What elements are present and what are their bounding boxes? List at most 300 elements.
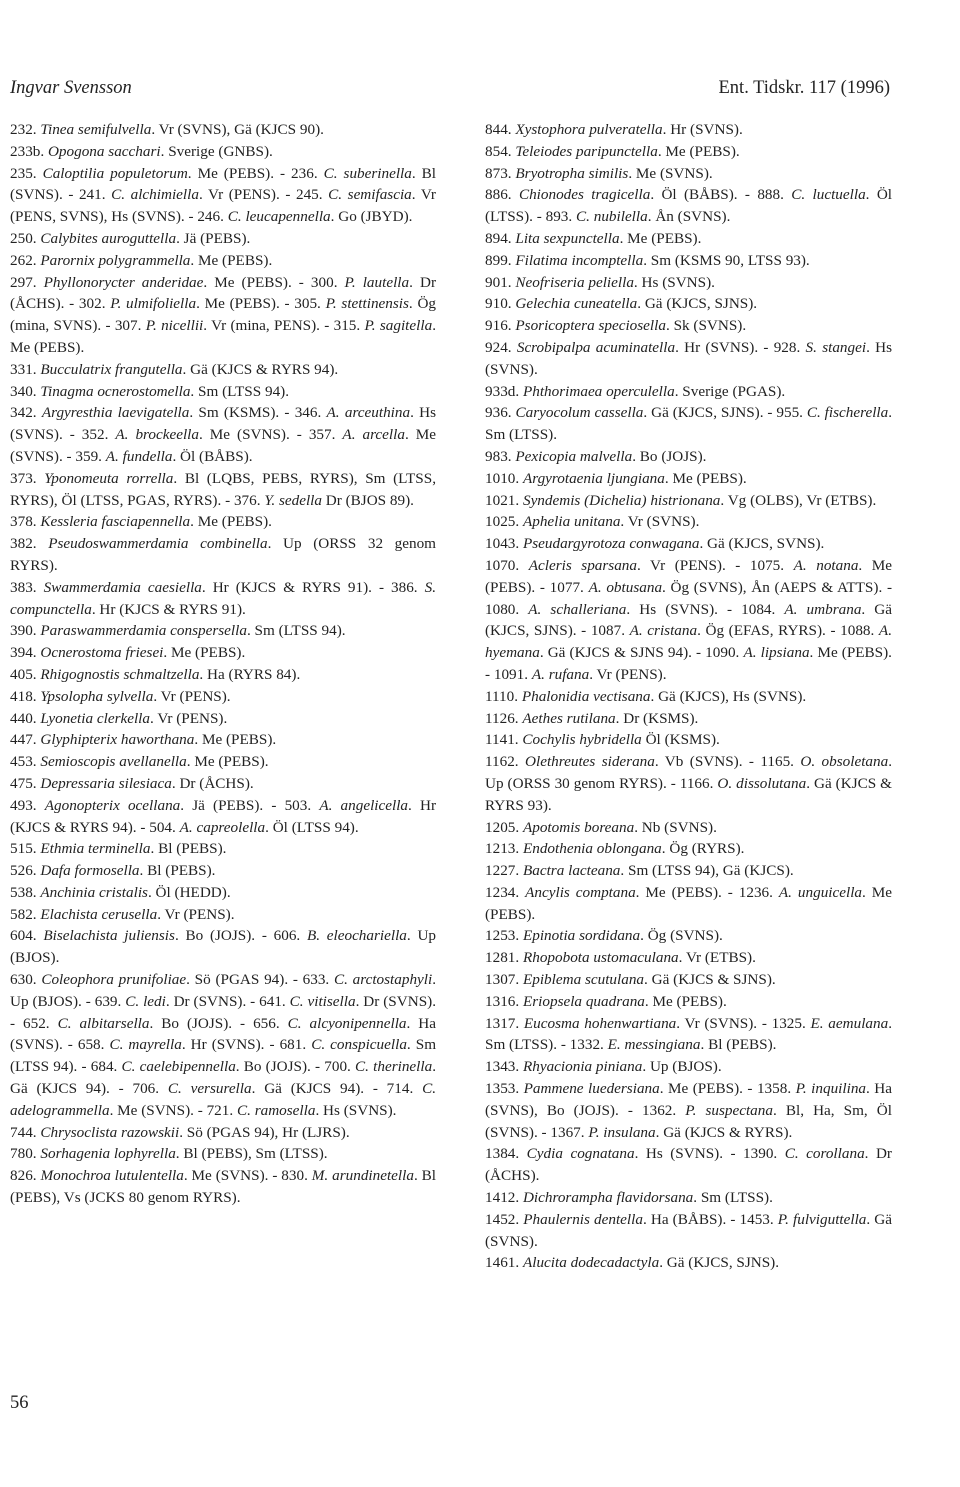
species-name: Ethmia terminella <box>40 840 151 858</box>
running-header-journal: Ent. Tidskr. 117 (1996) <box>718 78 890 98</box>
species-name: Phalonidia vectisana <box>521 687 651 705</box>
species-name: Tinagma ocnerostomella <box>40 382 191 400</box>
species-name: C. ramosella <box>236 1101 316 1119</box>
species-name: Psoricoptera speciosella <box>515 317 666 335</box>
species-name: Caloptilia populetorum <box>42 164 188 182</box>
entry-text: 933d. <box>485 382 523 400</box>
entry-text: 538. <box>10 883 41 901</box>
species-name: P. insulana <box>588 1123 656 1141</box>
species-name: Neofriseria peliella <box>515 273 634 291</box>
species-name: Endothenia oblongana <box>522 840 662 858</box>
species-entry <box>10 119 436 141</box>
entry-text: . Vr (PENS). <box>157 905 235 923</box>
species-name: Dichrorampha flavidorsana <box>522 1189 694 1207</box>
entry-text: . Ha (SVNS), Bo (JOJS). - 1362. <box>485 1080 893 1119</box>
species-entry <box>10 664 436 686</box>
species-name: Chrysoclista razowskii <box>40 1123 180 1141</box>
running-header-author: Ingvar Svensson <box>10 78 132 98</box>
species-name: Argyresthia laevigatella <box>41 404 190 422</box>
species-entry <box>10 773 436 795</box>
entry-text: 899. <box>485 251 516 269</box>
species-entry <box>485 337 892 381</box>
species-entry <box>485 708 892 730</box>
species-entry <box>10 925 436 969</box>
entry-text: 297. <box>10 273 44 291</box>
entry-text: . Me (SVNS). - 357. <box>199 426 343 444</box>
entry-text: 262. <box>10 251 41 269</box>
entry-text: 901. <box>485 273 516 291</box>
entry-text: . Gä (KJCS, SJNS). <box>637 295 758 313</box>
entry-text: . Up (BJOS). <box>10 927 437 967</box>
entry-text: . Hs (SVNS). - 1084. <box>626 600 785 618</box>
species-name: Bucculatrix frangutella <box>40 360 183 378</box>
entry-text: . Sm (KSMS). - 346. <box>189 404 327 422</box>
species-entry <box>485 991 892 1013</box>
species-name: C. fischerella <box>806 404 889 422</box>
species-entry <box>10 402 436 467</box>
species-name: Rhigognostis schmaltzella <box>40 665 200 683</box>
species-name: Syndemis (Dichelia) histrionana <box>522 491 721 509</box>
species-entry <box>485 511 892 533</box>
entry-text: . Bl (PEBS). <box>139 862 216 880</box>
species-entry <box>10 860 436 882</box>
species-name: Ypsolopha sylvella <box>40 687 154 705</box>
species-entry <box>10 163 436 228</box>
entry-text: 894. <box>485 229 516 247</box>
entry-text: . Me (PEBS). <box>186 753 269 771</box>
entry-text: 331. <box>10 360 41 378</box>
entry-text: . Bo (JOJS). - 606. <box>174 927 307 945</box>
entry-text: . Ög (EFAS, RYRS). - 1088. <box>697 622 879 640</box>
species-entry <box>485 1056 892 1078</box>
entry-text: 826. <box>10 1167 41 1185</box>
species-entry <box>10 141 436 163</box>
entry-text: . Hs (SVNS). <box>485 338 893 378</box>
entry-text: . Vr (SVNS), Gä (KJCS 90). <box>151 121 324 138</box>
entry-text: . Me (PEBS). - 1358. <box>659 1080 796 1098</box>
species-name: C. luctuella <box>791 186 866 204</box>
entry-text: 382. <box>10 535 49 553</box>
species-name: C. arctostaphyli <box>333 971 433 989</box>
entry-text: . Vb (SVNS). - 1165. <box>654 753 801 771</box>
entry-text: 886. <box>485 186 519 204</box>
entry-text: 1384. <box>485 1145 527 1163</box>
entry-text: . Vr (PENS). <box>153 687 231 705</box>
entry-text: . Gä (KJCS, SJNS). - 955. <box>643 404 807 422</box>
entry-text: 1010. <box>485 469 523 487</box>
species-name: A. fundella <box>105 447 173 465</box>
entry-text: 453. <box>10 753 41 771</box>
species-entry <box>485 686 892 708</box>
entry-text: 873. <box>485 164 516 182</box>
species-name: C. vitisella <box>289 992 356 1010</box>
entry-text: . Hr (SVNS). - 681. <box>181 1036 312 1054</box>
species-entry <box>485 751 892 816</box>
entry-text: 744. <box>10 1123 41 1141</box>
left-column <box>10 119 436 1209</box>
species-name: P. stettinensis <box>325 295 409 313</box>
entry-text: . Gä (KJCS & SJNS). <box>644 971 776 989</box>
species-name: P. fulviguttella <box>777 1210 867 1228</box>
entry-text: . Me (PEBS). - 1236. <box>635 883 779 901</box>
species-name: Aethes rutilana <box>522 709 616 727</box>
entry-text: . Me (PEBS). <box>190 513 272 531</box>
entry-text: 383. <box>10 578 44 596</box>
entry-text: 1213. <box>485 840 523 858</box>
species-name: Biselachista juliensis <box>43 927 175 945</box>
species-name: Sorhagenia lophyrella <box>40 1145 176 1163</box>
species-entry <box>485 947 892 969</box>
species-entry <box>10 468 436 512</box>
entry-text: . Öl (HEDD). <box>147 883 231 901</box>
entry-text: . Me (SVNS). - 359. <box>10 426 436 465</box>
species-entry <box>485 272 892 294</box>
species-entry <box>10 533 436 577</box>
entry-text: . Me (PEBS). <box>485 883 893 923</box>
species-name: Cochylis hybridella <box>522 731 642 749</box>
species-name: Apotomis boreana <box>522 818 635 836</box>
species-name: Kessleria fasciapennella <box>40 513 191 531</box>
species-entry <box>10 511 436 533</box>
species-name: C. nubilella <box>576 208 648 226</box>
entry-text: 1234. <box>485 883 526 901</box>
entry-text: . Gä (KJCS & RYRS 94). <box>182 360 339 378</box>
entry-text: . Gä (SVNS). <box>485 1210 893 1250</box>
entry-text: . Me (PEBS). <box>10 317 436 356</box>
entry-text: 844. <box>485 121 516 138</box>
species-name: Lita sexpunctella <box>515 229 620 247</box>
species-name: Phaulernis dentella <box>523 1210 643 1228</box>
entry-text: 233b. <box>10 142 48 160</box>
species-entry <box>485 184 892 228</box>
species-name: Bryotropha similis <box>515 164 629 182</box>
entry-text: . Ha (SVNS). - 658. <box>10 1014 436 1054</box>
species-name: A. unguicella <box>778 883 863 901</box>
entry-text: . Me (PEBS). <box>163 644 246 662</box>
entry-text: . Sö (PGAS 94). - 633. <box>186 971 334 989</box>
species-name: Phthorimaea operculella <box>522 382 675 400</box>
species-entry <box>485 969 892 991</box>
species-name: Epiblema scutulana <box>522 971 645 989</box>
entry-text: . Hr (KJCS & RYRS 91). - 386. <box>201 578 425 596</box>
entry-text: 1452. <box>485 1210 524 1228</box>
entry-text: . Up (ORSS 32 genom RYRS). <box>10 535 436 574</box>
species-entry <box>10 904 436 926</box>
species-entry <box>10 686 436 708</box>
species-name: Alucita dodecadactyla <box>522 1254 660 1272</box>
entry-text: 854. <box>485 142 516 160</box>
species-entry <box>485 882 892 926</box>
species-name: Pexicopia malvella <box>515 447 633 465</box>
species-entry <box>10 250 436 272</box>
species-entry <box>485 555 892 686</box>
entry-text: 390. <box>10 622 41 640</box>
entry-text: . Vr (PENS). - 245. <box>198 186 329 204</box>
entry-text: . Dr (SVNS). - 641. <box>165 992 290 1010</box>
entry-text: 1317. <box>485 1014 524 1032</box>
entry-text: . Gä (KJCS 94). - 706. <box>10 1058 436 1098</box>
species-name: C. leucapennella <box>227 208 331 226</box>
species-name: A. angelicella <box>319 796 409 814</box>
species-name: A. arcella <box>342 426 405 444</box>
entry-text: . Gä (KJCS & RYRS 93). <box>485 774 892 814</box>
species-name: Argyrotaenia ljungiana <box>522 469 665 487</box>
entry-text: . Sm (LTSS). <box>485 404 893 444</box>
species-entry <box>485 228 892 250</box>
entry-text: . Me (PEBS). <box>644 992 727 1010</box>
entry-text: . Sk (SVNS). <box>665 317 747 335</box>
species-name: C. therinella <box>355 1058 433 1076</box>
species-name: Coleophora prunifoliae <box>41 971 187 989</box>
species-entry <box>485 402 892 446</box>
species-entry <box>10 359 436 381</box>
entry-text: . Sverige (PGAS). <box>674 382 786 400</box>
species-name: Yponomeuta rorrella <box>44 469 174 487</box>
entry-text: 447. <box>10 731 41 749</box>
species-name: Scrobipalpa acuminatella <box>516 338 676 356</box>
species-entry <box>10 620 436 642</box>
species-entry <box>10 1165 436 1209</box>
species-entry <box>485 163 892 185</box>
species-name: Eriopsela quadrana <box>522 992 645 1010</box>
species-entry <box>485 1187 892 1209</box>
entry-text: . Me (PEBS). - 300. <box>203 273 345 291</box>
species-entry <box>10 729 436 751</box>
entry-text: . Sm (LTSS 94). <box>246 622 346 640</box>
entry-text: 515. <box>10 840 41 858</box>
species-name: Aphelia unitana <box>522 513 621 531</box>
entry-text: . Me (PEBS). - 236. <box>187 164 324 182</box>
species-entry <box>485 1078 892 1143</box>
species-name: Calybites auroguttella <box>40 229 177 247</box>
species-name: Phyllonorycter anderidae <box>43 273 204 291</box>
entry-text: 910. <box>485 295 516 313</box>
species-entry <box>10 751 436 773</box>
species-name: A. hyemana <box>485 622 892 662</box>
species-name: Rhopobota ustomaculana <box>522 949 679 967</box>
species-name: Anchinia cristalis <box>40 883 148 901</box>
entry-text: 235. <box>10 164 43 182</box>
entry-text: . Gä (KJCS, SVNS). <box>699 535 825 553</box>
entry-text: 342. <box>10 404 42 422</box>
species-name: C. semifascia <box>328 186 412 204</box>
entry-text: 1461. <box>485 1254 523 1272</box>
entry-text: . Nb (SVNS). <box>634 818 717 836</box>
species-name: Tinea semifulvella <box>40 121 152 138</box>
entry-text: 1070. <box>485 556 529 574</box>
species-name: A. umbrana <box>784 600 862 618</box>
species-entry <box>10 1143 436 1165</box>
species-entry <box>485 860 892 882</box>
species-entry <box>485 119 892 141</box>
species-name: Depressaria silesiaca <box>40 774 172 792</box>
entry-text: . Ög (SVNS). <box>640 927 723 945</box>
entry-text: . Me (PEBS). - 1077. <box>485 556 893 596</box>
species-name: S. compunctella <box>10 578 436 618</box>
entry-text: . Bl (PEBS). <box>150 840 227 858</box>
entry-text: . Gä (KJCS 94). - 714. <box>251 1080 423 1098</box>
species-entry <box>485 729 892 751</box>
entry-text: 1141. <box>485 731 523 749</box>
entry-text: . Bl, Ha, Sm, Öl (SVNS). - 1367. <box>485 1101 892 1141</box>
species-name: Teleiodes paripunctella <box>515 142 658 160</box>
species-name: Glyphipterix haworthana <box>40 731 195 749</box>
species-entry <box>10 882 436 904</box>
entry-text: . Dr (ÅCHS). - 302. <box>10 273 437 313</box>
entry-text: 1281. <box>485 949 523 967</box>
entry-text: . Ög (SVNS), Ån (AEPS & ATTS). - 1080. <box>485 578 892 618</box>
species-name: Paraswammerdamia conspersella <box>40 622 247 640</box>
species-name: Cydia cognatana <box>526 1145 635 1163</box>
species-entry <box>485 315 892 337</box>
species-name: Gelechia cuneatella <box>515 295 638 313</box>
entry-text: . Hs (SVNS). - 352. <box>10 404 437 444</box>
species-name: Bactra lacteana <box>522 862 621 880</box>
species-entry <box>10 1122 436 1144</box>
entry-text: . Me (SVNS). - 830. <box>183 1167 312 1185</box>
species-name: P. lautella <box>344 273 410 291</box>
species-entry <box>10 642 436 664</box>
entry-text: . Sm (KSMS 90, LTSS 93). <box>643 251 810 269</box>
entry-text: 1343. <box>485 1058 523 1076</box>
entry-text: . Ög (mina, SVNS). - 307. <box>10 295 436 335</box>
entry-text: . Sm (LTSS 94). - 684. <box>10 1036 437 1076</box>
species-entry <box>485 250 892 272</box>
species-name: Caryocolum cassella <box>515 404 644 422</box>
entry-text: 440. <box>10 709 41 727</box>
species-entry <box>10 838 436 860</box>
entry-text: . Up (ORSS 30 genom RYRS). - 1166. <box>485 753 893 792</box>
species-name: C. conspicuella <box>311 1036 407 1054</box>
entry-text: . Me (PEBS). <box>190 251 273 269</box>
entry-text: . Bl (LQBS, PEBS, RYRS), Sm (LTSS, RYRS), Öl (LTSS, PGAS, RYRS). - 376. <box>10 469 436 509</box>
entry-text: . Bl (SVNS). - 241. <box>10 164 437 204</box>
species-name: C. ledi <box>125 992 166 1010</box>
entry-text: . Bl (PEBS), Sm (LTSS). <box>175 1145 328 1163</box>
entry-text: . Jä (PEBS). - 503. <box>180 796 320 814</box>
species-name: Ocnerostoma friesei <box>40 644 164 662</box>
entry-text: . Me (PEBS). <box>664 469 747 487</box>
species-name: Parornix polygrammella <box>40 251 191 269</box>
entry-text: 250. <box>10 229 41 247</box>
species-name: Semioscopis avellanella <box>40 753 187 771</box>
species-name: C. mayrella <box>109 1036 182 1054</box>
species-name: Olethreutes siderana <box>525 753 655 771</box>
species-name: A. rufana <box>531 665 590 683</box>
entry-text: . Vr (PENS, SVNS), Hs (SVNS). - 246. <box>10 186 436 226</box>
species-entry <box>485 925 892 947</box>
species-name: Pseudoswammerdamia combinella <box>48 535 268 553</box>
species-entry <box>10 795 436 839</box>
entry-text: . Me (SVNS). <box>628 164 713 182</box>
entry-text: . Gä (KJCS, SJNS). <box>659 1254 780 1272</box>
species-name: A. schalleriana <box>528 600 627 618</box>
entry-text: 916. <box>485 317 516 335</box>
entry-text: . Sö (PGAS 94), Hr (LJRS). <box>179 1123 350 1141</box>
entry-text: . Hs (SVNS). <box>633 273 715 291</box>
entry-text: . Dr (ÅCHS). <box>171 774 254 792</box>
species-name: O. obsoletana <box>800 753 889 771</box>
species-entry <box>485 817 892 839</box>
entry-text: . Dr (ÅCHS). <box>485 1145 892 1185</box>
species-name: A. arceuthina <box>326 404 411 422</box>
species-name: P. ulmifoliella <box>110 295 197 313</box>
right-column <box>485 119 892 1274</box>
species-entry <box>485 1209 892 1253</box>
species-name: B. eleochariella <box>306 927 407 945</box>
species-entry <box>10 969 436 1122</box>
entry-text: . Vr (ETBS). <box>678 949 756 967</box>
species-name: Y. sedella <box>264 491 322 509</box>
species-entry <box>10 577 436 621</box>
entry-text: 924. <box>485 338 517 356</box>
entry-text: 630. <box>10 971 42 989</box>
species-name: C. alchimiella <box>111 186 199 204</box>
entry-text: . Gä (KJCS), Hs (SVNS). <box>650 687 807 705</box>
species-name: Agonopterix ocellana <box>44 796 181 814</box>
species-name: O. dissolutana <box>717 774 807 792</box>
species-name: S. stangei <box>805 338 867 356</box>
entry-text: . Hr (KJCS & RYRS 94). - 504. <box>10 796 437 836</box>
species-name: P. suspectana <box>685 1101 773 1119</box>
entry-text: . Hr (SVNS). <box>662 121 743 138</box>
entry-text: 1025. <box>485 513 523 531</box>
species-name: Opogona sacchari <box>47 142 161 160</box>
entry-text: 373. <box>10 469 45 487</box>
entry-text: . Vr (PENS). <box>589 665 667 683</box>
entry-text: . Sm (LTSS 94). <box>190 382 290 400</box>
entry-text: Dr (BJOS 89). <box>322 491 414 509</box>
species-name: Ancylis comptana <box>525 883 636 901</box>
entry-text: . Jä (PEBS). <box>176 229 251 247</box>
species-entry <box>485 838 892 860</box>
species-entry <box>485 381 892 403</box>
species-name: C. albitarsella <box>57 1014 150 1032</box>
entry-text: 1253. <box>485 927 523 945</box>
species-entry <box>485 1252 892 1274</box>
species-entry <box>485 1143 892 1187</box>
entry-text: . Dr (KSMS). <box>615 709 699 727</box>
entry-text: 582. <box>10 905 41 923</box>
entry-text: . Öl (LTSS 94). <box>265 818 359 836</box>
species-name: A. cristana <box>629 622 698 640</box>
species-name: Filatima incomptella <box>515 251 644 269</box>
species-name: Epinotia sordidana <box>522 927 641 945</box>
entry-text: 1126. <box>485 709 523 727</box>
species-name: C. alcyonipennella <box>287 1014 407 1032</box>
entry-text: 232. <box>10 121 41 138</box>
entry-text: 1307. <box>485 971 523 989</box>
species-name: C. versurella <box>167 1080 252 1098</box>
entry-text: . Me (PEBS). <box>619 229 702 247</box>
entry-text: Öl (KSMS). <box>641 731 720 749</box>
species-entry <box>485 490 892 512</box>
entry-text: 1110. <box>485 687 522 705</box>
entry-text: . Hr (SVNS). - 928. <box>675 338 806 356</box>
entry-text: . Bo (JOJS). - 700. <box>235 1058 356 1076</box>
species-entry <box>485 141 892 163</box>
entry-text: . Vg (OLBS), Vr (ETBS). <box>720 491 877 509</box>
entry-text: . Hr (KJCS & RYRS 91). <box>91 600 246 618</box>
species-name: A. notana <box>793 556 859 574</box>
entry-text: . Bo (JOJS). <box>632 447 707 465</box>
entry-text: . Öl (BÅBS). - 888. <box>650 186 792 204</box>
entry-text: 526. <box>10 862 41 880</box>
species-name: P. nicellii <box>145 317 204 335</box>
species-entry <box>10 272 436 359</box>
entry-text: . Sm (LTSS 94), Gä (KJCS). <box>620 862 794 880</box>
species-name: M. arundinetella <box>311 1167 414 1185</box>
